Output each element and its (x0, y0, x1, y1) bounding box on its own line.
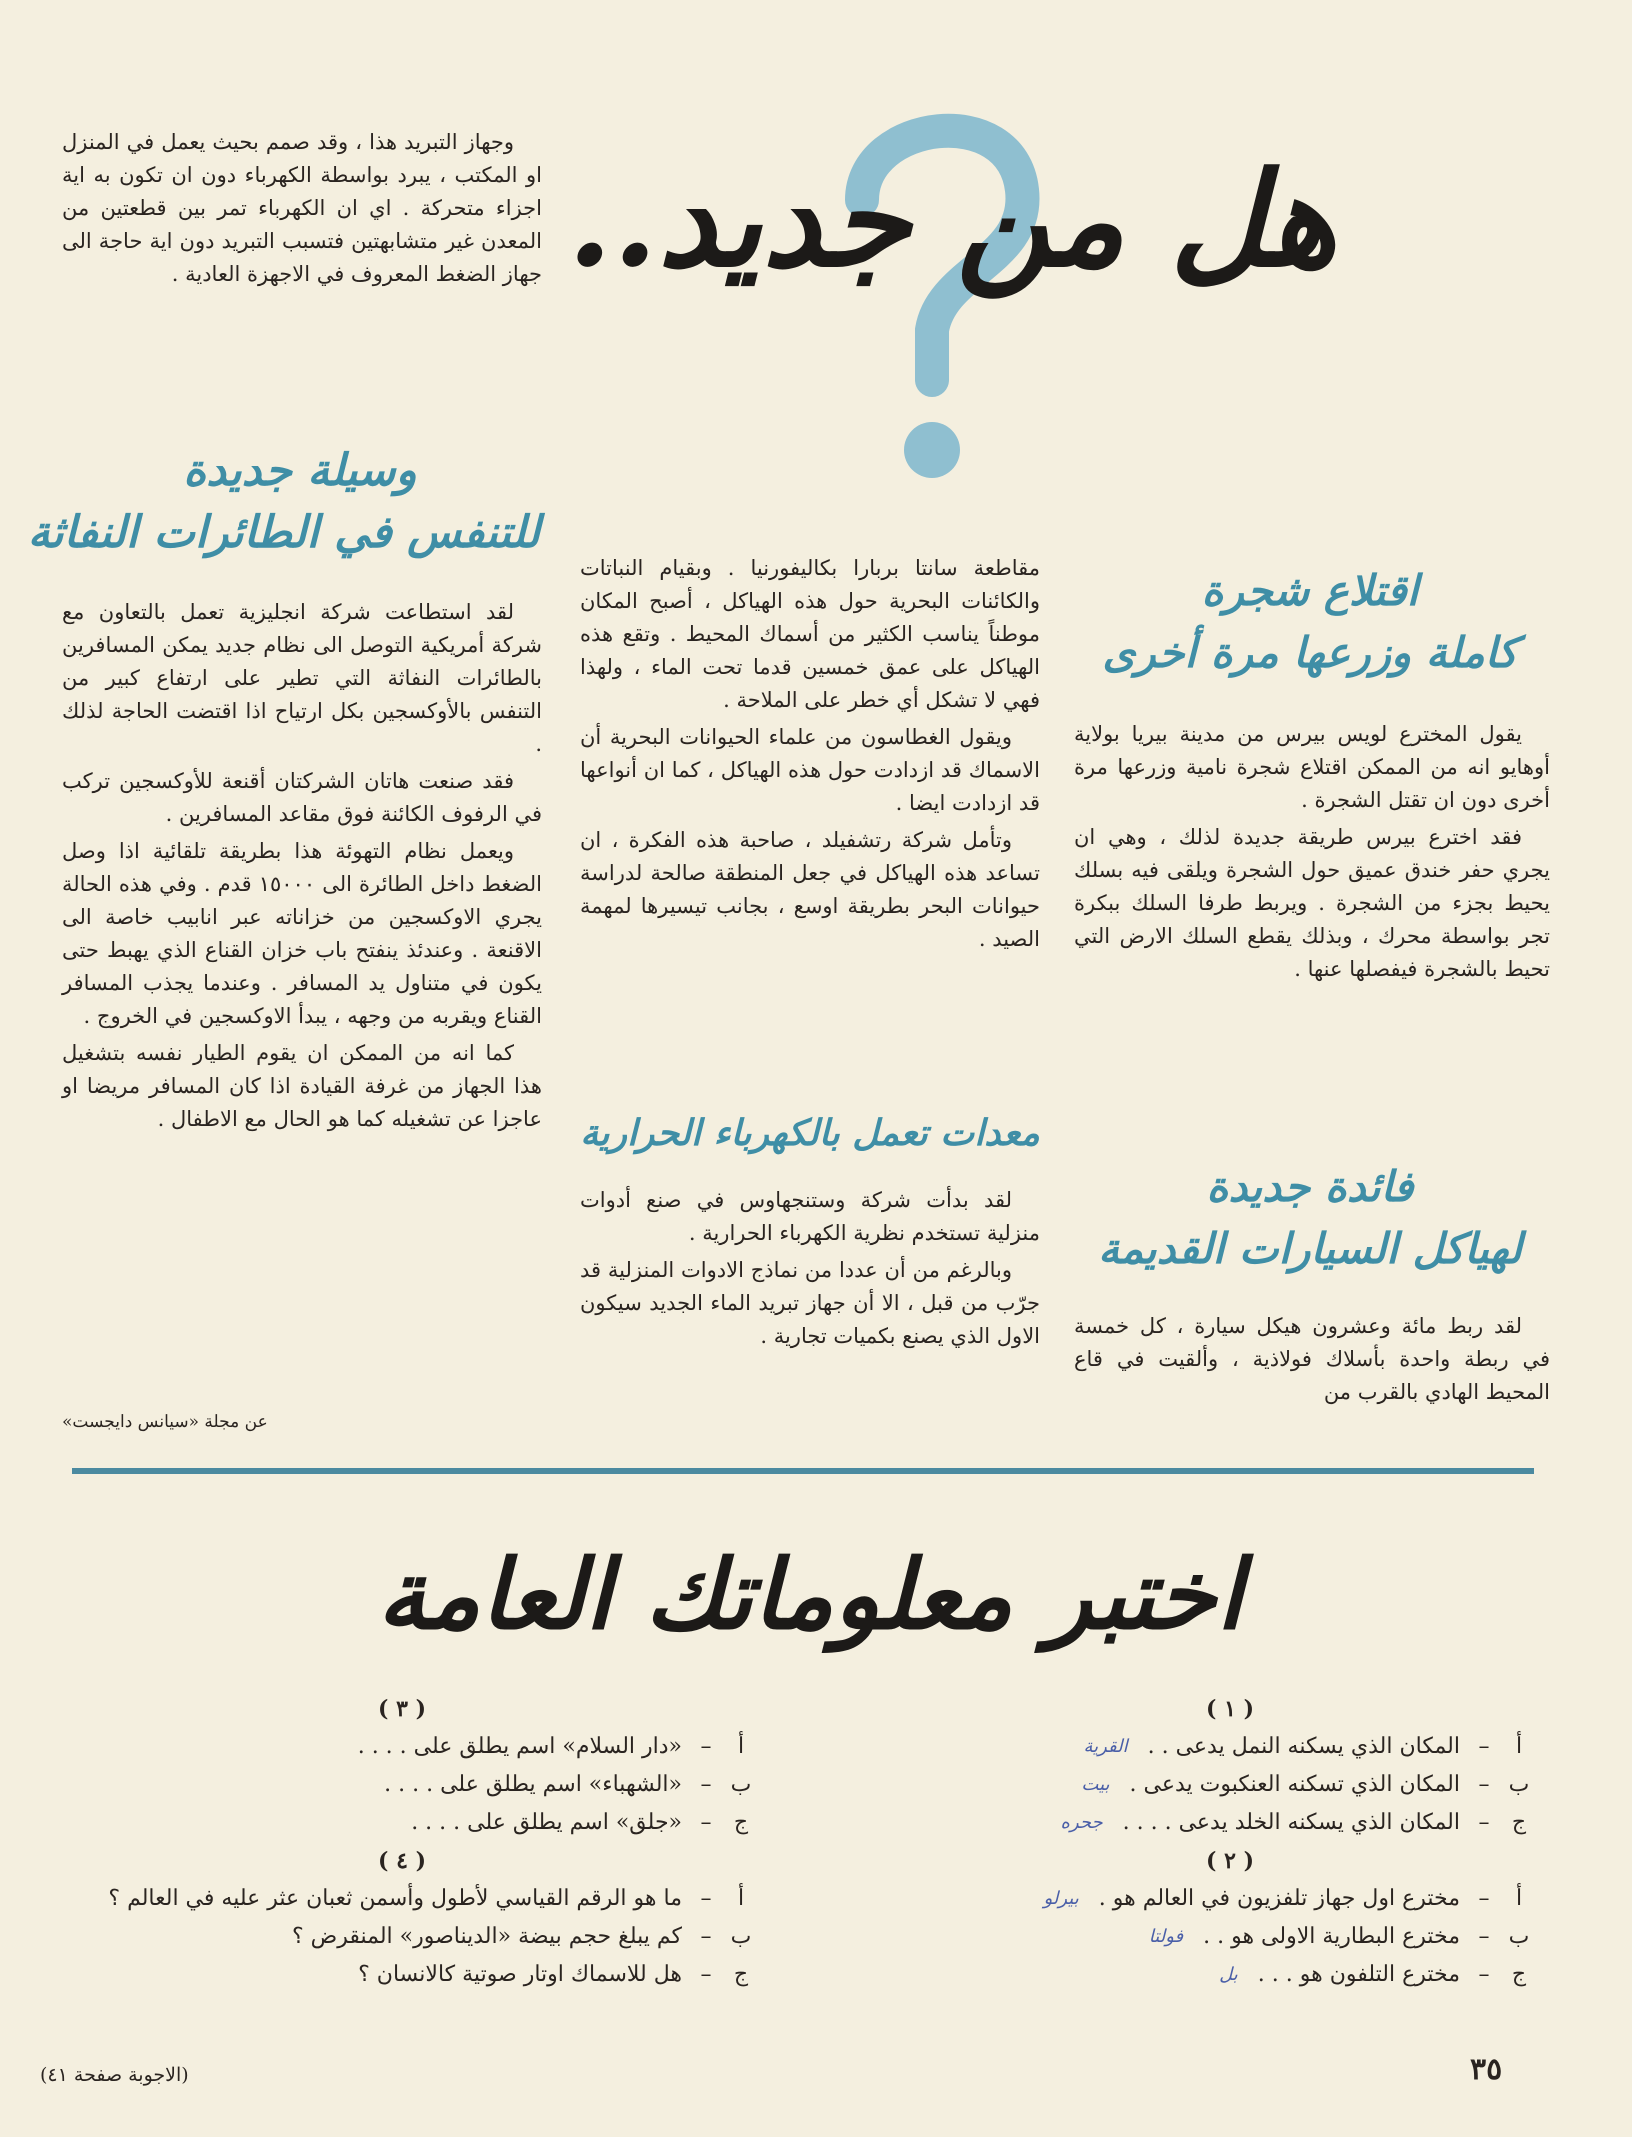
paragraph: يقول المخترع لويس بيرس من مدينة بيريا بولاية أوهايو انه من الممكن اقتلاع شجرة نامية وزرعها مرة أخرى دون ان تقتل الشجرة . (1074, 722, 1550, 812)
item-text: مخترع اول جهاز تلفزيون في العالم هو . (1098, 1886, 1460, 1911)
item-text: هل للاسماك اوتار صوتية كالانسان ؟ (358, 1962, 682, 1987)
handwritten-answer: جحره (1060, 1812, 1103, 1833)
item-letter: أ (737, 1886, 745, 1911)
paragraph: ويقول الغطاسون من علماء الحيوانات البحرية أن الاسماك قد ازدادت حول هذه الهياكل ، كما ان أنواعها قد ازدادت ايضا . (580, 725, 1040, 815)
question-number: ( ٤ ) (378, 1848, 426, 1874)
item-text: «الشهباء» اسم يطلق على . . . . (384, 1772, 682, 1797)
article-car-reefs-continued (580, 552, 1040, 960)
heading-line: معدات تعمل بالكهرباء الحرارية (580, 1113, 1040, 1154)
quiz-item: أ – «دار السلام» اسم يطلق على . . . . (52, 1728, 752, 1766)
item-letter: أ (1515, 1886, 1523, 1911)
page-number: ٣٥ (1470, 2052, 1503, 2087)
source-note: عن مجلة «سيانس دايجست» (62, 1412, 268, 1432)
paragraph: وبالرغم من أن عددا من نماذج الادوات المنزلية قد جرّب من قبل ، الا أن جهاز تبريد الماء الجديد سيكون الاول الذي يصنع بكميات تجارية . (580, 1258, 1040, 1348)
quiz-item: ب – مخترع البطارية الاولى هو . . فولتا (930, 1918, 1530, 1956)
item-letter: ب (1508, 1924, 1530, 1949)
paragraph: كما انه من الممكن ان يقوم الطيار نفسه بتشغيل هذا الجهاز من غرفة القيادة اذا كان المسافر مريضا او عاجزا عن تشغيله كما هو الحال مع الاطفال . (62, 1041, 542, 1131)
heading-line: فائدة جديدة (1206, 1162, 1414, 1211)
quiz-item: ج – المكان الذي يسكنه الخلد يدعى . . . . جحره (930, 1804, 1530, 1842)
item-text: المكان الذي يسكنه النمل يدعى . . (1147, 1734, 1460, 1759)
heading-line: لهياكل السيارات القديمة (1098, 1224, 1522, 1273)
question-number: ( ٣ ) (378, 1696, 426, 1722)
article-tree-transplant (1074, 718, 1550, 990)
quiz-right (930, 1690, 1530, 1994)
quiz-left (52, 1690, 752, 1994)
paragraph: مقاطعة سانتا بربارا بكاليفورنيا . وبقيام النباتات والكائنات البحرية حول هذه الهياكل ، أصبح المكان موطناً يناسب الكثير من أسماك المحيط . وتقع هذه الهياكل على عمق خمسين قدما تحت الماء ، ولهذا فهي لا تشكل أي خطر على الملاحة . (580, 556, 1040, 712)
handwritten-answer: القرية (1083, 1736, 1128, 1757)
quiz-item: ج – مخترع التلفون هو . . . بل (930, 1956, 1530, 1994)
handwritten-answer: بل (1219, 1964, 1238, 1985)
paragraph: وتأمل شركة رتشفيلد ، صاحبة هذه الفكرة ، ان تساعد هذه الهياكل في جعل المنطقة صالحة لدراسة حيوانات البحر بطريقة اوسع ، بجانب تيسيرها لمهمة الصيد . (580, 828, 1040, 951)
question-number: ( ٢ ) (1206, 1848, 1254, 1874)
quiz-item: أ – المكان الذي يسكنه النمل يدعى . . القرية (930, 1728, 1530, 1766)
item-letter: ب (1508, 1772, 1530, 1797)
answers-note: (الاجوبة صفحة ٤١) (40, 2064, 189, 2086)
paragraph: وجهاز التبريد هذا ، وقد صمم بحيث يعمل في المنزل او المكتب ، يبرد بواسطة الكهرباء دون ان تكون به اية اجزاء متحركة . اي ان الكهرباء تمر بين قطعتين من المعدن غير متشابهتين فتسبب التبريد دون اية حاجة الى جهاز الضغط المعروف في الاجهزة العادية . (62, 130, 542, 286)
item-text: مخترع البطارية الاولى هو . . (1203, 1924, 1460, 1949)
article-jet-oxygen (62, 596, 542, 1140)
item-text: المكان الذي يسكنه الخلد يدعى . . . . (1122, 1810, 1460, 1835)
quiz-item: ج – هل للاسماك اوتار صوتية كالانسان ؟ (52, 1956, 752, 1994)
heading-line: كاملة وزرعها مرة أخرى (1102, 628, 1518, 677)
heading-line: وسيلة جديدة (183, 445, 417, 496)
item-letter: ج (733, 1962, 749, 1987)
quiz-item: أ – ما هو الرقم القياسي لأطول وأسمن ثعبان عثر عليه في العالم ؟ (52, 1880, 752, 1918)
section-divider (72, 1468, 1534, 1474)
question-number: ( ١ ) (1206, 1696, 1254, 1722)
quiz-item: ب – المكان الذي تسكنه العنكبوت يدعى . بيت (930, 1766, 1530, 1804)
item-letter: ج (1511, 1810, 1527, 1835)
item-letter: أ (737, 1734, 745, 1759)
handwritten-answer: فولتا (1148, 1926, 1184, 1947)
item-text: المكان الذي تسكنه العنكبوت يدعى . (1129, 1772, 1460, 1797)
page-title: هل من جديد.. (567, 143, 1337, 296)
item-text: «جلق» اسم يطلق على . . . . (411, 1810, 682, 1835)
quiz-title: اختبر معلوماتك العامة (377, 1538, 1243, 1651)
paragraph: فقد صنعت هاتان الشركتان أقنعة للأوكسجين تركب في الرفوف الكائنة فوق مقاعد المسافرين . (62, 769, 542, 826)
paragraph: لقد استطاعت شركة انجليزية تعمل بالتعاون مع شركة أمريكية التوصل الى نظام جديد يمكن المسافرين بالطائرات النفاثة التي تطير على ارتفاع كبير من التنفس بالأوكسجين بكل ارتياح اذا اقتضت الحاجة لذلك . (62, 600, 542, 756)
quiz-item: أ – مخترع اول جهاز تلفزيون في العالم هو . بيرلو (930, 1880, 1530, 1918)
paragraph: ويعمل نظام التهوئة هذا بطريقة تلقائية اذا وصل الضغط داخل الطائرة الى ١٥٠٠٠ قدم . وفي هذه الحالة يجري الاوكسجين من خزاناته عبر انابيب خاصة الى الاقنعة . وعندئذ ينفتح باب خزان القناع الذي يهبط حتى يكون في متناول يد المسافر . وعندما يجذب المسافر القناع ويقربه من وجهه ، يبدأ الاوكسجين في الخروج . (62, 839, 543, 1028)
handwritten-answer: بيت (1081, 1774, 1110, 1795)
paragraph: لقد ربط مائة وعشرون هيكل سيارة ، كل خمسة في ربطة واحدة بأسلاك فولاذية ، وألقيت في قاع المحيط الهادي بالقرب من (1074, 1314, 1550, 1404)
quiz-item: ب – كم يبلغ حجم بيضة «الديناصور» المنقرض ؟ (52, 1918, 752, 1956)
heading-line: اقتلاع شجرة (1201, 566, 1419, 615)
item-letter: ب (730, 1772, 752, 1797)
article-thermoelectric (580, 1184, 1040, 1357)
item-text: مخترع التلفون هو . . . (1257, 1962, 1460, 1987)
item-letter: ب (730, 1924, 752, 1949)
article-cooler-continued (62, 126, 542, 295)
item-letter: أ (1515, 1734, 1523, 1759)
item-text: «دار السلام» اسم يطلق على . . . . (357, 1734, 682, 1759)
item-text: كم يبلغ حجم بيضة «الديناصور» المنقرض ؟ (291, 1924, 682, 1949)
paragraph: فقد اخترع بيرس طريقة جديدة لذلك ، وهي ان يجري حفر خندق عميق حول الشجرة ويلقى فيه بسلك يحيط بجزء من الشجرة . ويربط طرفا السلك ببكرة تجر بواسطة محرك ، وبذلك يقطع السلك الارض التي تحيط بالشجرة فيفصلها عنها . (1074, 825, 1550, 981)
quiz-item: ج – «جلق» اسم يطلق على . . . . (52, 1804, 752, 1842)
item-letter: ج (733, 1810, 749, 1835)
heading-line: للتنفس في الطائرات النفاثة (27, 507, 540, 558)
article-old-car-bodies (1074, 1310, 1550, 1413)
handwritten-answer: بيرلو (1043, 1888, 1079, 1909)
item-text: ما هو الرقم القياسي لأطول وأسمن ثعبان عثر عليه في العالم ؟ (108, 1886, 682, 1911)
heading-jet-oxygen (27, 440, 540, 564)
paragraph: لقد بدأت شركة وستنجهاوس في صنع أدوات منزلية تستخدم نظرية الكهرباء الحرارية . (580, 1188, 1040, 1245)
heading-thermoelectric (580, 1108, 1040, 1160)
heading-old-car-bodies (1070, 1156, 1550, 1280)
quiz-item: ب – «الشهباء» اسم يطلق على . . . . (52, 1766, 752, 1804)
item-letter: ج (1511, 1962, 1527, 1987)
heading-tree-transplant (1070, 560, 1550, 684)
